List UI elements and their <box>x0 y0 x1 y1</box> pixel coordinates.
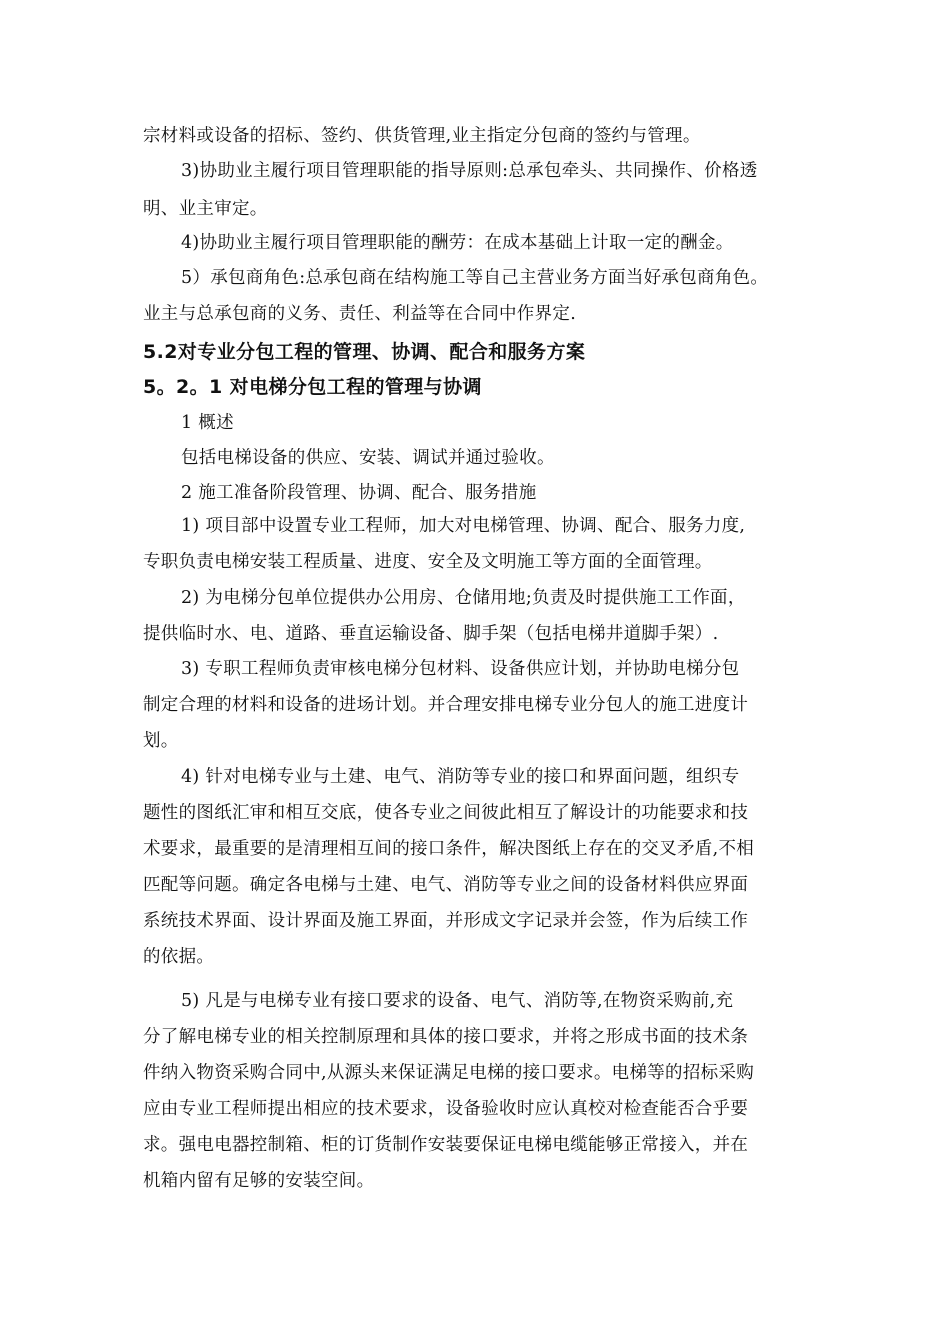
text-line: 4)协助业主履行项目管理职能的酬劳：在成本基础上计取一定的酬金。 <box>181 233 734 253</box>
text-line: 划。 <box>143 731 179 751</box>
text-line: 3)协助业主履行项目管理职能的指导原则:总承包牵头、共同操作、价格透 <box>181 161 758 181</box>
text-line: 宗材料或设备的招标、签约、供货管理,业主指定分包商的签约与管理。 <box>143 126 701 146</box>
text-line: 5) 凡是与电梯专业有接口要求的设备、电气、消防等,在物资采购前,充 <box>181 991 734 1011</box>
text-line: 2) 为电梯分包单位提供办公用房、仓储用地;负责及时提供施工工作面， <box>181 588 746 608</box>
text-line: 的依据。 <box>143 947 215 967</box>
text-line: 术要求，最重要的是清理相互间的接口条件，解决图纸上存在的交叉矛盾,不相 <box>143 839 755 859</box>
text-line: 4) 针对电梯专业与土建、电气、消防等专业的接口和界面问题，组织专 <box>181 767 740 787</box>
subsection-heading: 5。2。1 对电梯分包工程的管理与协调 <box>143 376 482 398</box>
text-line: 1 概述 <box>181 413 234 433</box>
text-line: 1) 项目部中设置专业工程师，加大对电梯管理、协调、配合、服务力度, <box>181 516 746 536</box>
text-line: 制定合理的材料和设备的进场计划。并合理安排电梯专业分包人的施工进度计 <box>143 695 749 715</box>
text-line: 3) 专职工程师负责审核电梯分包材料、设备供应计划，并协助电梯分包 <box>181 659 740 679</box>
text-line: 题性的图纸汇审和相互交底，使各专业之间彼此相互了解设计的功能要求和技 <box>143 803 749 823</box>
text-line: 明、业主审定。 <box>143 199 268 219</box>
text-line: 2 施工准备阶段管理、协调、配合、服务措施 <box>181 483 537 503</box>
text-line: 包括电梯设备的供应、安装、调试并通过验收。 <box>181 448 555 468</box>
text-line: 业主与总承包商的义务、责任、利益等在合同中作界定. <box>143 304 577 324</box>
text-line: 5）承包商角色:总承包商在结构施工等自己主营业务方面当好承包商角色。 <box>181 268 769 288</box>
text-line: 求。强电电器控制箱、柜的订货制作安装要保证电梯电缆能够正常接入，并在 <box>143 1135 749 1155</box>
section-heading: 5.2对专业分包工程的管理、协调、配合和服务方案 <box>143 341 586 363</box>
text-line: 提供临时水、电、道路、垂直运输设备、脚手架（包括电梯井道脚手架）. <box>143 624 719 644</box>
text-line: 专职负责电梯安装工程质量、进度、安全及文明施工等方面的全面管理。 <box>143 552 713 572</box>
text-line: 分了解电梯专业的相关控制原理和具体的接口要求，并将之形成书面的技术条 <box>143 1027 749 1047</box>
text-line: 机箱内留有足够的安装空间。 <box>143 1171 375 1191</box>
text-line: 匹配等问题。确定各电梯与土建、电气、消防等专业之间的设备材料供应界面 <box>143 875 749 895</box>
text-line: 应由专业工程师提出相应的技术要求，设备验收时应认真校对检查能否合乎要 <box>143 1099 749 1119</box>
text-line: 件纳入物资采购合同中,从源头来保证满足电梯的接口要求。电梯等的招标采购 <box>143 1063 755 1083</box>
text-line: 系统技术界面、设计界面及施工界面，并形成文字记录并会签，作为后续工作 <box>143 911 749 931</box>
